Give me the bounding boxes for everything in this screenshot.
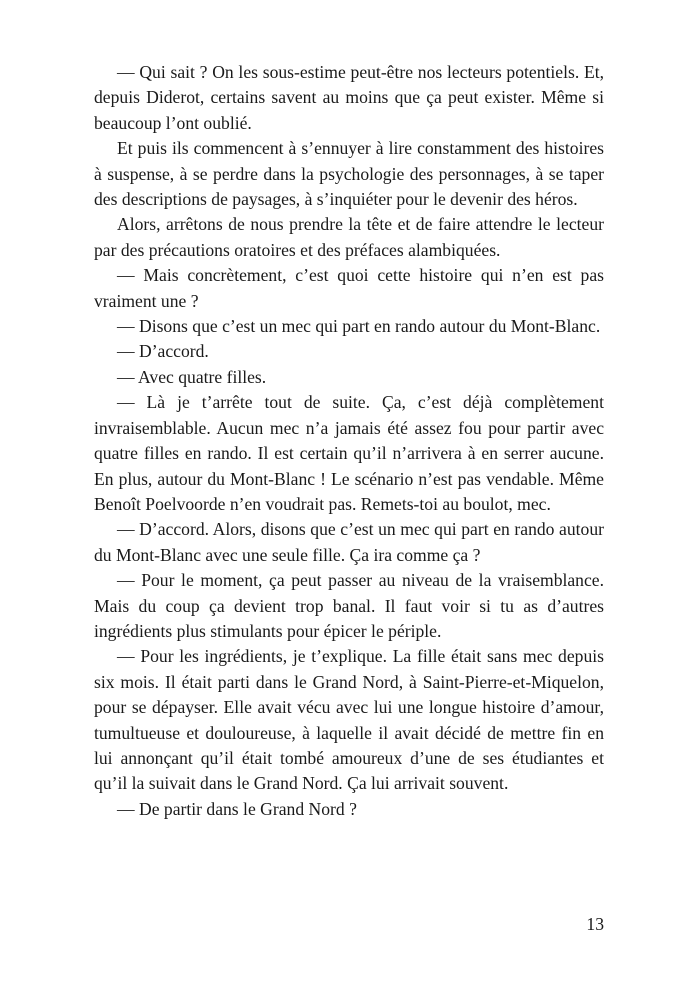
page-number: 13 (586, 914, 604, 934)
paragraph: — Disons que c’est un mec qui part en rando autour du Mont-Blanc. (117, 316, 601, 337)
paragraph: — Qui sait ? On les sous-estime peut-être nos lecteurs potentiels. Et, depuis Diderot, certains savent au moins que ça peut exister. Même si beaucoup l’ont oublié. (94, 62, 604, 133)
paragraph: — De partir dans le Grand Nord ? (117, 798, 357, 819)
page-body (94, 60, 604, 822)
paragraph: — Pour le moment, ça peut passer au niveau de la vraisemblance. Mais du coup ça devient trop banal. Il faut voir si tu as d’autres ingrédients plus stimulants pour épicer le périple. (94, 570, 604, 641)
paragraph: — Avec quatre filles. (117, 366, 267, 387)
paragraph: — Mais concrètement, c’est quoi cette histoire qui n’en est pas vraiment une ? (94, 265, 604, 311)
paragraph: Alors, arrêtons de nous prendre la tête et de faire attendre le lecteur par des précautions oratoires et des préfaces alambiquées. (94, 214, 604, 260)
paragraph: — Là je t’arrête tout de suite. Ça, c’est déjà complètement invraisemblable. Aucun mec n’a jamais été assez fou pour partir avec quatre filles en rando. Il est certain qu’il n’arrivera à en serrer aucune. En plus, autour du Mont-Blanc ! Le scénario n’est pas vendable. Même Benoît Poelvoorde n’en voudrait pas. Remets-toi au boulot, mec. (94, 392, 604, 514)
paragraph: — Pour les ingrédients, je t’explique. La fille était sans mec depuis six mois. Il était parti dans le Grand Nord, à Saint-Pierre-et-Miquelon, pour se dépayser. Elle avait vécu avec lui une longue histoire d’amour, tumultueuse et douloureuse, à laquelle il avait décidé de mettre fin en lui annonçant qu’il était tombé amoureux d’une de ses étudiantes et qu’il la suivait dans le Grand Nord. Ça lui arrivait souvent. (94, 646, 604, 794)
paragraph: — D’accord. (117, 341, 209, 362)
paragraph: — D’accord. Alors, disons que c’est un mec qui part en rando autour du Mont-Blanc avec une seule fille. Ça ira comme ça ? (94, 519, 604, 565)
paragraph: Et puis ils commencent à s’ennuyer à lire constamment des histoires à suspense, à se perdre dans la psychologie des personnages, à se taper des descriptions de paysages, à s’inquiéter pour le devenir des héros. (94, 138, 604, 210)
